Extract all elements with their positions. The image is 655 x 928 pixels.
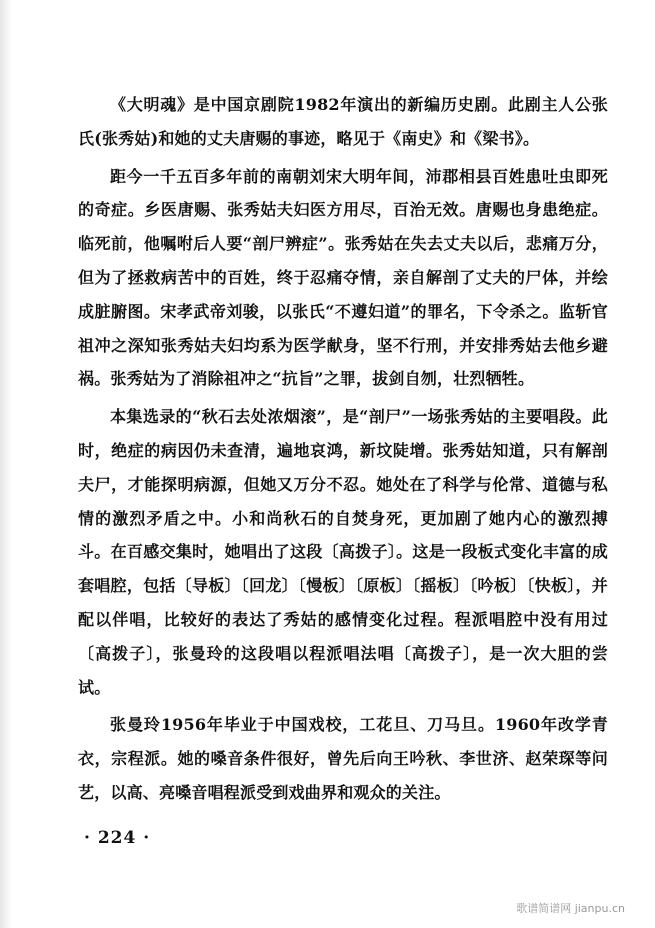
paragraph-intro: 《大明魂》是中国京剧院1982年演出的新编历史剧。此剧主人公张氏(张秀姑)和她的丈夫唐赐的事迹，略见于《南史》和《梁书》。 (78, 95, 608, 148)
page-edge-shadow (0, 0, 12, 928)
paragraph-performer: 张曼玲1956年毕业于中国戏校，工花旦、刀马旦。1960年改学青衣，宗程派。她的嗓音条件很好，曾先后向王吟秋、李世济、赵荣琛等问艺，以高、亮嗓音唱程派受到戏曲界和观众的关注。 (78, 715, 608, 802)
article-body (78, 88, 608, 814)
paragraph-story: 距今一千五百多年前的南朝刘宋大明年间，沛郡相县百姓患吐虫即死的奇症。乡医唐赐、张秀姑夫妇医方用尽，百治无效。唐赐也身患绝症。临死前，他嘱咐后人要“剖尸辨症”。张秀姑在失去丈夫以后，悲痛万分，但为了拯救病苦中的百姓，终于忍痛夺情，亲自解剖了丈夫的尸体，并绘成脏腑图。宋孝武帝刘骏，以张氏“不遵妇道”的罪名，下令杀之。监斩官祖冲之深知张秀姑夫妇均系为医学献身，坚不行刑，并安排秀姑去他乡避祸。张秀姑为了消除祖冲之“抗旨”之罪，拔剑自刎，壮烈牺牲。 (78, 166, 608, 389)
site-watermark: 歌谱简谱网 jianpu.cn (516, 902, 625, 915)
page-number: · 224 · (84, 828, 151, 848)
paragraph-aria: 本集选录的“秋石去处浓烟滚”，是“剖尸”一场张秀姑的主要唱段。此时，绝症的病因仍未查清，遍地哀鸿，新坟陡增。张秀姑知道，只有解剖夫尸，才能探明病源，但她又万分不忍。她处在了科学与伦常、道德与私情的激烈矛盾之中。小和尚秋石的自焚身死，更加剧了她内心的激烈搏斗。在百感交集时，她唱出了这段〔高拨子〕。这是一段板式变化丰富的成套唱腔，包括〔导板〕〔回龙〕〔慢板〕〔原板〕〔摇板〕〔吟板〕〔快板〕，并配以伴唱，比较好的表达了秀姑的感情变化过程。程派唱腔中没有用过〔高拨子〕，张曼玲的这段唱以程派唱法唱〔高拨子〕，是一次大胆的尝试。 (78, 407, 608, 697)
